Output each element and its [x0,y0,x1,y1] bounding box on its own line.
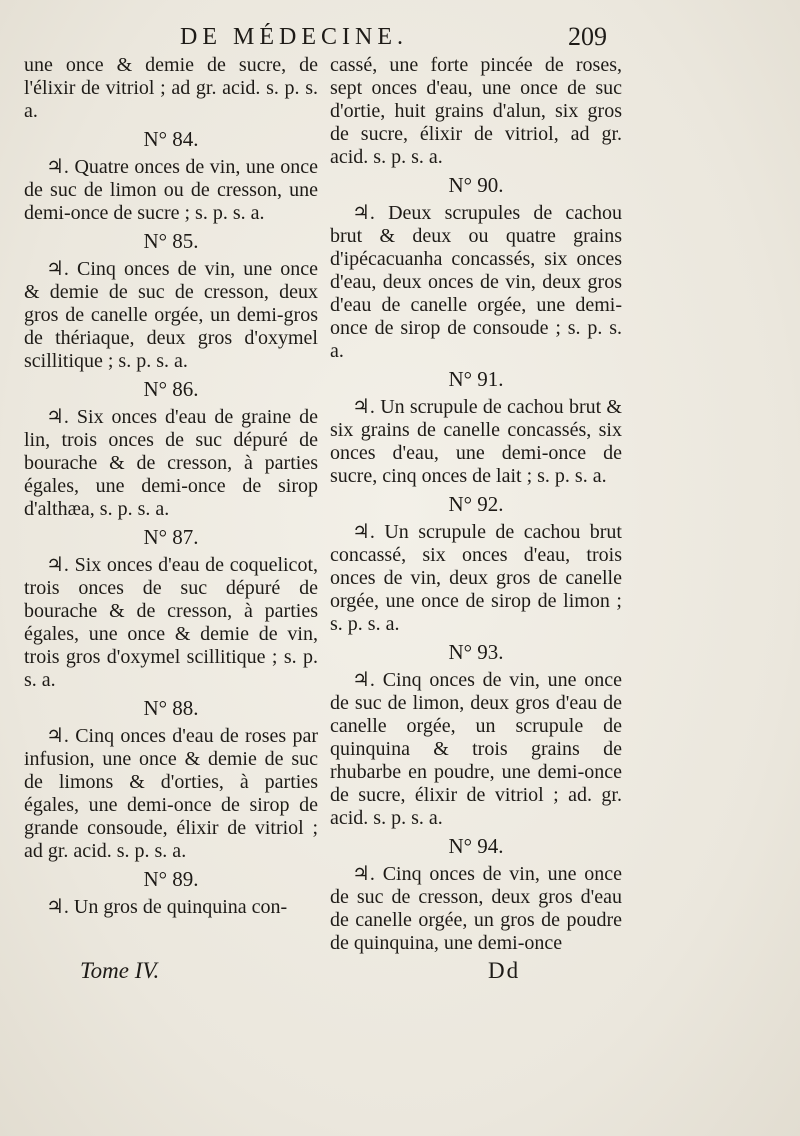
right-column [330,54,622,955]
recipe-number: N° 87. [143,525,199,549]
recipe-number: N° 84. [143,127,199,151]
recipe-paragraph: ♃. Cinq onces de vin, une once & demie de suc de cresson, deux gros de canelle orgée, un demi-gros de thériaque, deux gros d'oxymel scillitique ; s. p. s. a. [24,258,318,372]
recipe-paragraph: ♃. Cinq onces de vin, une once de suc de cresson, deux gros d'eau de canelle orgée, un gros de poudre de quinquina, une demi-once [330,863,622,954]
recipe-number: N° 92. [448,492,504,516]
recipe-number: N° 86. [143,377,199,401]
signature-mark: Dd [488,958,521,983]
recipe-paragraph: ♃. Six onces d'eau de graine de lin, trois onces de suc dépuré de bourache & de cresson, à parties égales, une demi-once de sirop d'althæa, s. p. s. a. [24,406,318,520]
recipe-paragraph: ♃. Cinq onces d'eau de roses par infusion, une once & demie de suc de limons & d'orties, à parties égales, une demi-once de sirop de grande consoude, élixir de vitriol ; ad gr. acid. s. p. s. a. [24,725,318,862]
recipe-paragraph: une once & demie de sucre, de l'élixir de vitriol ; ad gr. acid. s. p. s. a. [24,54,318,122]
recipe-paragraph: ♃. Six onces d'eau de coquelicot, trois onces de suc dépuré de bourache & de cresson, à parties égales, une once & demie de vin, trois gros d'oxymel scillitique ; s. p. s. a. [24,554,318,691]
recipe-paragraph: ♃. Un scrupule de cachou brut concassé, six onces d'eau, trois onces de vin, deux gros de canelle orgée, une once de sirop de limon ; s. p. s. a. [330,521,622,635]
recipe-paragraph: ♃. Un gros de quinquina con- [46,896,288,918]
recipe-paragraph: ♃. Un scrupule de cachou brut & six grains de canelle concassés, six onces d'eau, une demi-once de sucre, cinq onces de lait ; s. p. s. a. [330,396,622,487]
recipe-paragraph: ♃. Cinq onces de vin, une once de suc de limon, deux gros d'eau de canelle orgée, un scrupule de quinquina & trois grains de rhubarbe en poudre, une demi-once de sucre, élixir de vitriol ; ad. gr. acid. s. p. s. a. [330,669,622,829]
recipe-number: N° 89. [143,867,199,891]
recipe-number: N° 91. [448,367,504,391]
recipe-number: N° 93. [448,640,504,664]
left-column [24,54,318,919]
recipe-paragraph: ♃. Deux scrupules de cachou brut & deux ou quatre grains d'ipécacuanha concassés, six onces d'eau, deux onces de vin, deux gros d'eau de canelle orgée, une demi-once de sirop de consoude ; s. p. s. a. [330,202,622,362]
volume-label: Tome IV. [80,958,160,983]
recipe-number: N° 85. [143,229,199,253]
recipe-number: N° 88. [143,696,199,720]
recipe-number: N° 90. [448,173,504,197]
recipe-paragraph: ♃. Quatre onces de vin, une once de suc de limon ou de cresson, une demi-once de sucre ; s. p. s. a. [24,156,318,224]
page-number: 209 [568,22,607,51]
recipe-paragraph: cassé, une forte pincée de roses, sept onces d'eau, une once de suc d'ortie, huit grains d'alun, six gros de sucre, élixir de vitriol, ad gr. acid. s. p. s. a. [330,54,622,168]
recipe-number: N° 94. [448,834,504,858]
running-header: DE MÉDECINE. [180,24,408,50]
